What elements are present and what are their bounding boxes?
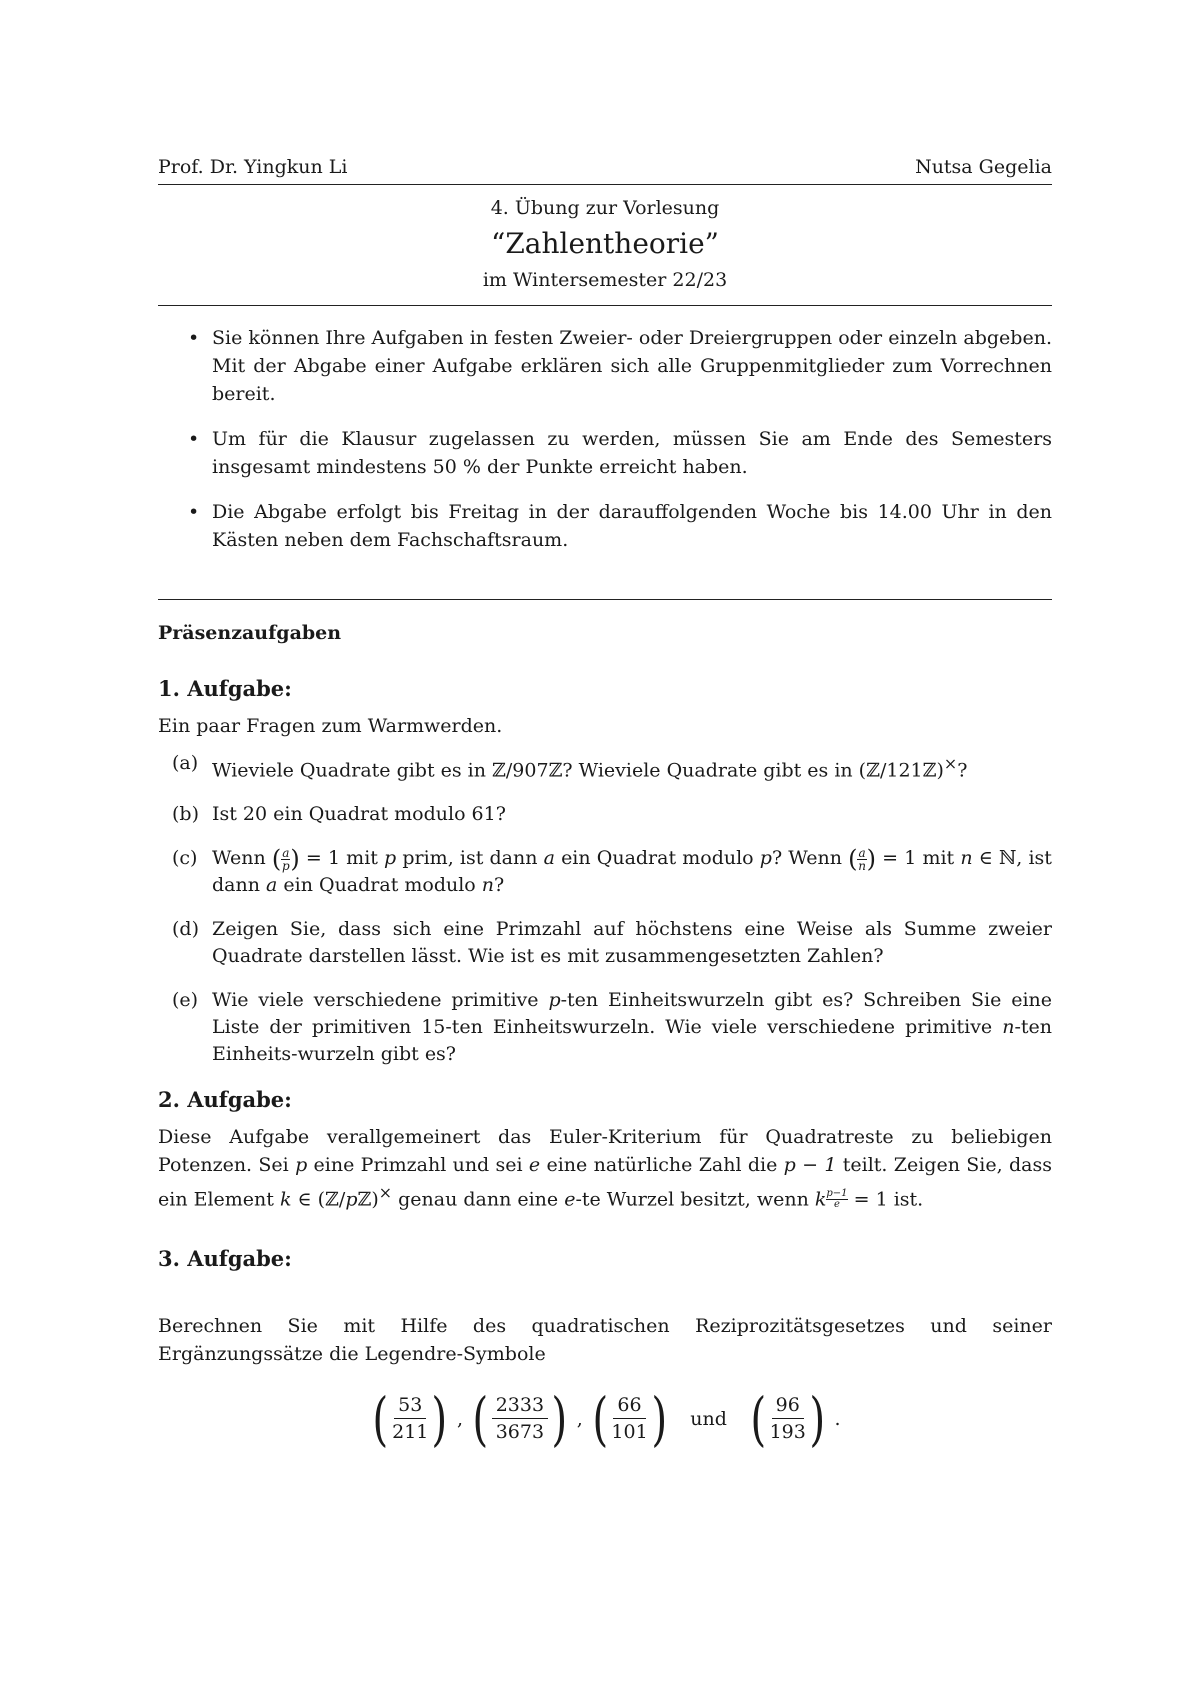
text-run: ist dann	[212, 847, 1052, 897]
legendre-symbol: ( $\frac{2333}{3673}$ )	[472, 1384, 568, 1453]
text-run: = 1 ist.	[853, 1188, 924, 1211]
legendre-symbol: ( $\frac{53}{211}$ )	[372, 1384, 448, 1453]
spacer	[158, 1274, 1052, 1304]
text-run: ∈ ℕ,	[978, 847, 1023, 870]
section-title: Präsenzaufgaben	[158, 622, 342, 644]
subtask-d	[158, 916, 1052, 970]
text-run: ein Quadrat modulo	[561, 847, 754, 870]
units-superscript: ×	[378, 1183, 393, 1203]
subtask-a-text: Wieviele Quadrate gibt es in ℤ/907ℤ? Wieviele Quadrate gibt es in (ℤ/121ℤ)	[212, 759, 944, 782]
frac-num: 2333	[492, 1392, 548, 1419]
text-run: Wenn	[212, 847, 266, 870]
frac-den: 211	[392, 1421, 429, 1444]
text-run: = 1 mit	[305, 847, 378, 870]
period: .	[834, 1407, 841, 1430]
text-run: eine Primzahl und sei	[313, 1154, 523, 1177]
text-run: Wie viele verschiedene primitive	[212, 989, 539, 1012]
text-run: teilt. Zeigen Sie, dass ein Element	[158, 1154, 1052, 1211]
var-k: k	[279, 1188, 292, 1211]
subtask-b-text: Ist 20 ein Quadrat modulo 61?	[212, 803, 506, 826]
course-title: “Zahlentheorie”	[491, 227, 719, 260]
rules-list	[158, 306, 1052, 599]
var-n: n	[481, 874, 495, 897]
units-superscript: ×	[943, 754, 958, 773]
legendre-symbol-a-n: ( $\frac{a}{n}$ )	[848, 845, 877, 874]
var-k: k	[814, 1188, 827, 1211]
conjunction: und	[690, 1407, 727, 1430]
frac-num: 53	[394, 1392, 426, 1419]
var-n: n	[1002, 1016, 1015, 1039]
frac-num: a	[282, 845, 290, 860]
legendre-symbols-display	[158, 1384, 1052, 1453]
frac-den: n	[858, 858, 866, 873]
separator: ,	[457, 1407, 464, 1430]
subtask-a-end: ?	[957, 759, 968, 782]
subtask-d-text: Zeigen Sie, dass sich eine Primzahl auf höchstens eine Weise als Summe zweier Quadrate darstellen lässt. Wie ist es mit zusammengesetzten Zahlen?	[212, 918, 1052, 968]
frac-den: 101	[611, 1421, 648, 1444]
subtask-a	[158, 750, 1052, 784]
text-run: eine natürliche Zahl die	[546, 1154, 778, 1177]
var-a: a	[266, 874, 278, 897]
text-run: ∈ (ℤ/	[297, 1188, 346, 1211]
var-p: p	[759, 847, 772, 870]
task3-text: Berechnen Sie mit Hilfe des quadratischen Reziprozitätsgesetzes und seiner Ergänzungssätze die Legendre-Symbole	[158, 1314, 1052, 1365]
task3-heading: 3. Aufgabe:	[158, 1245, 292, 1271]
expr-p-minus-1: p − 1	[783, 1154, 837, 1177]
subtask-e	[158, 987, 1052, 1068]
subtask-c	[158, 845, 1052, 899]
frac-num: 96	[772, 1392, 804, 1419]
tutor-name: Nutsa Gegelia	[915, 156, 1052, 178]
subtask-label: (d)	[172, 918, 199, 941]
var-p: p	[548, 989, 561, 1012]
var-n: n	[960, 847, 973, 870]
frac-num: 66	[613, 1392, 645, 1419]
professor-name: Prof. Dr. Yingkun Li	[158, 156, 348, 178]
task2-heading: 2. Aufgabe:	[158, 1087, 292, 1113]
rule-item: • Die Abgabe erfolgt bis Freitag in der darauffolgenden Woche bis 14.00 Uhr in den Kästen neben dem Fachschaftsraum.	[158, 498, 1052, 554]
text-run: ? Wenn	[771, 847, 842, 870]
var-p: p	[345, 1188, 358, 1211]
rule-item: • Um für die Klausur zugelassen zu werden, müssen Sie am Ende des Semesters insgesamt mindestens 50 % der Punkte erreicht haben.	[158, 425, 1052, 481]
task1-heading: 1. Aufgabe:	[158, 676, 292, 701]
subtask-label: (e)	[172, 989, 199, 1012]
frac-num: a	[858, 845, 866, 860]
task1-subtasks	[158, 750, 1052, 1068]
text-run: ein Quadrat modulo	[283, 874, 476, 897]
text-run: -ten Einheitswurzeln gibt es? Schreiben Sie eine Liste der primitiven 15-ten Einheitswurzeln. Wie viele verschiedene primitive	[212, 989, 1053, 1039]
separator: ,	[576, 1407, 583, 1430]
exponent-fraction	[826, 1189, 847, 1210]
legendre-symbol: ( $\frac{96}{193}$ )	[750, 1384, 826, 1453]
task2-text	[158, 1123, 1052, 1213]
frac-den: 193	[769, 1421, 806, 1444]
subtask-label: (c)	[172, 847, 198, 870]
exercise-sheet	[158, 150, 1053, 1453]
legendre-symbol: ( $\frac{66}{101}$ )	[592, 1384, 667, 1453]
var-a: a	[543, 847, 555, 870]
text-run: -ten Einheits-wurzeln gibt es?	[212, 1016, 1052, 1066]
text-run: prim, ist dann	[402, 847, 538, 870]
var-e: e	[564, 1188, 576, 1211]
text-run: ?	[494, 874, 505, 897]
text-run: = 1 mit	[882, 847, 955, 870]
sheet-number: 4. Übung zur Vorlesung	[490, 197, 720, 219]
page-header	[158, 150, 1052, 184]
text-run: -te Wurzel besitzt, wenn	[575, 1188, 809, 1211]
frac-den: 3673	[495, 1421, 545, 1444]
text-run: Diese Aufgabe verallgemeinert das Euler-Kriterium für Quadratreste zu beliebigen Potenzen. Sei	[158, 1126, 1052, 1177]
var-e: e	[528, 1154, 541, 1177]
semester: im Wintersemester 22/23	[482, 269, 728, 291]
var-p: p	[295, 1154, 308, 1177]
task1-intro: Ein paar Fragen zum Warmwerden.	[158, 715, 503, 737]
rules-rule	[158, 599, 1052, 600]
text-run: genau dann eine	[398, 1188, 559, 1211]
frac-den: e	[834, 1198, 840, 1210]
subtask-b	[158, 801, 1052, 828]
rule-item: • Sie können Ihre Aufgaben in festen Zweier- oder Dreiergruppen oder einzeln abgeben. Mit der Abgabe einer Aufgabe erklären sich alle Gruppenmitglieder zum Vorrechnen bereit.	[158, 324, 1052, 408]
frac-num: p−1	[826, 1187, 848, 1199]
legendre-symbol-a-p: ( $\frac{a}{p}$ )	[271, 845, 300, 874]
var-p: p	[384, 847, 397, 870]
subtask-label: (b)	[172, 803, 199, 826]
frac-den: p	[281, 858, 290, 873]
subtask-label: (a)	[172, 752, 199, 774]
title-block	[158, 185, 1052, 305]
text-run: ℤ)	[357, 1188, 379, 1211]
